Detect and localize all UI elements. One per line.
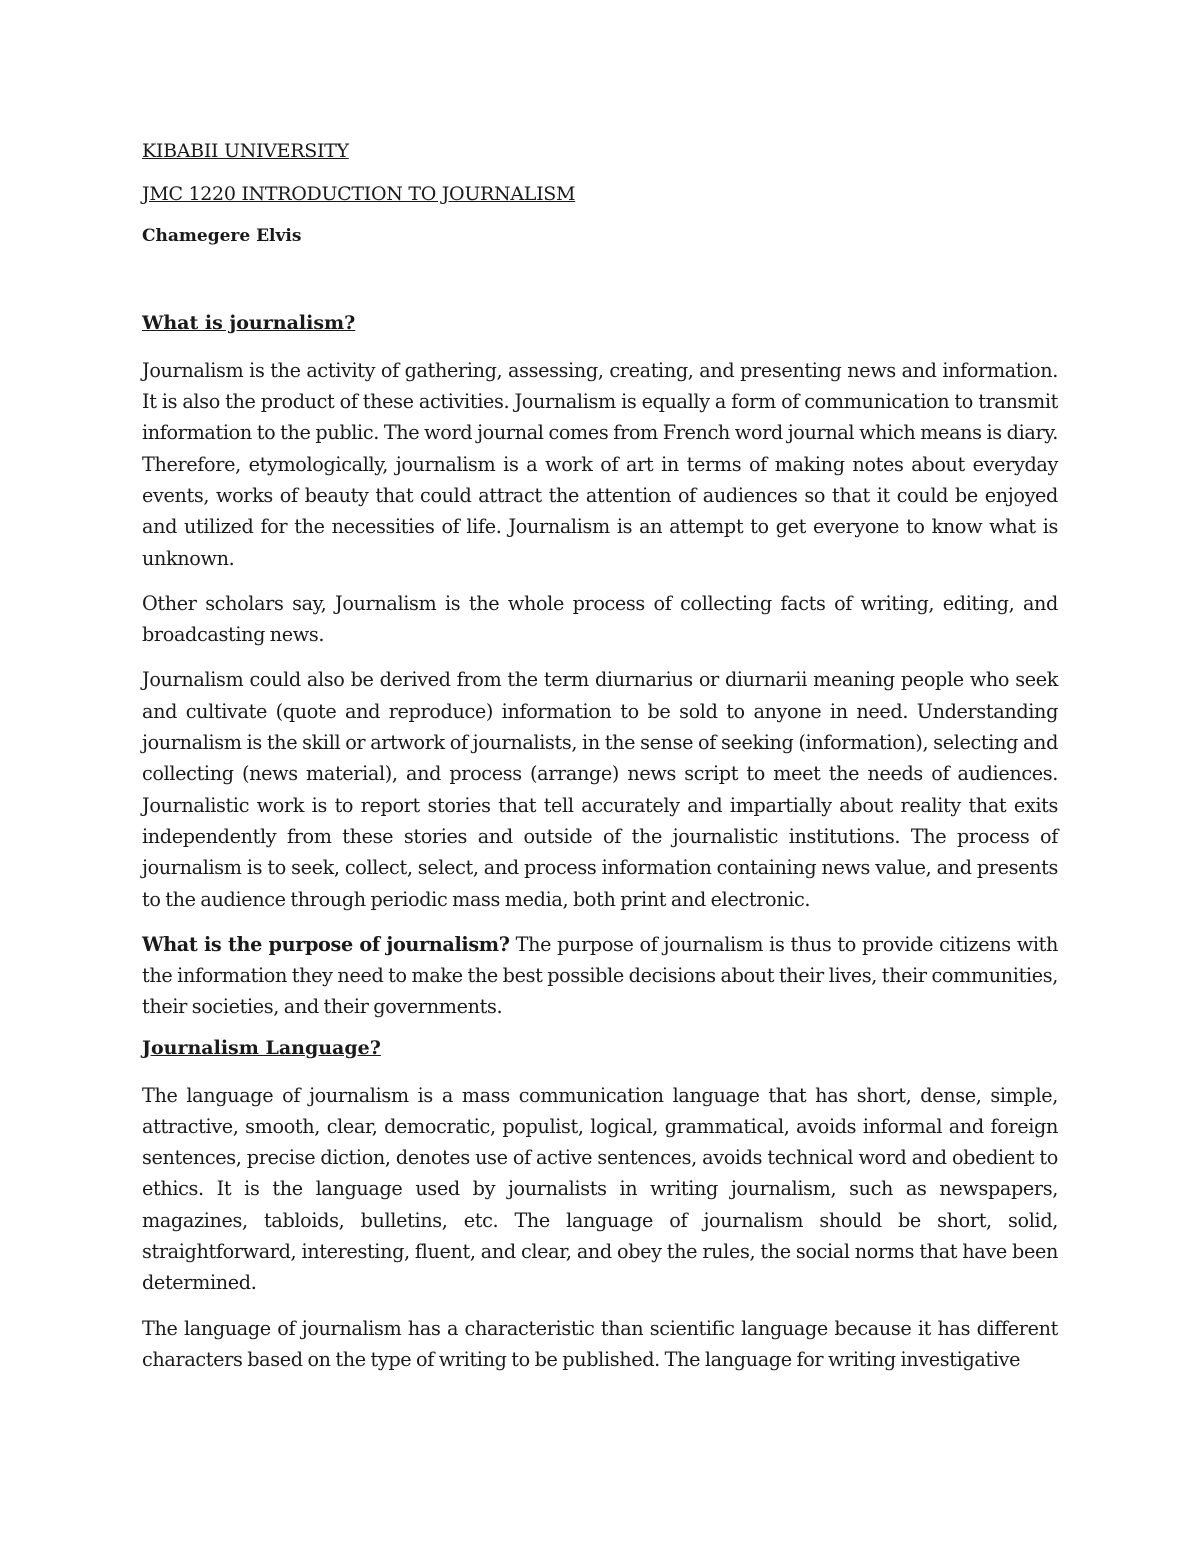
paragraph: The language of journalism is a mass communication language that has short, dense, simple, attractive, smooth, clear, democratic, populist, logical, grammatical, avoids informal and foreign sentences, precise diction, denotes use of active sentences, avoids technical word and obedient to ethics. It is the language used by journalists in writing journalism, such as newspapers, magazines, tabloids, bulletins, etc. The language of journalism should be short, solid, straightforward, interesting, fluent, and clear, and obey the rules, the social norms that have been determined.: [142, 1083, 1058, 1295]
course-title: JMC 1220 INTRODUCTION TO JOURNALISM: [142, 182, 576, 205]
purpose-text: The purpose of journalism is thus to provide citizens with the information they need to make the best possible decisions about their lives, their communities, their societies, and their governments.: [142, 932, 1058, 1019]
paragraph: Journalism is the activity of gathering, assessing, creating, and presenting news and information. It is also the product of these activities. Journalism is equally a form of communication to transmit information to the public. The word journal comes from French word journal which means is diary. Therefore, etymologically, journalism is a work of art in terms of making notes about everyday events, works of beauty that could attract the attention of audiences so that it could be enjoyed and utilized for the necessities of life. Journalism is an attempt to get everyone to know what is unknown.: [142, 358, 1058, 570]
section-heading-what-is-journalism: What is journalism?: [142, 311, 356, 334]
author-name: Chamegere Elvis: [142, 225, 302, 246]
paragraph: Journalism could also be derived from the term diurnarius or diurnarii meaning people who seek and cultivate (quote and reproduce) information to be sold to anyone in need. Understanding journalism is the skill or artwork of journalists, in the sense of seeking (information), selecting and collecting (news material), and process (arrange) news script to meet the needs of audiences. Journalistic work is to report stories that tell accurately and impartially about reality that exits independently from these stories and outside of the journalistic institutions. The process of journalism is to seek, collect, select, and process information containing news value, and presents to the audience through periodic mass media, both print and electronic.: [142, 668, 1058, 911]
purpose-lead: What is the purpose of journalism?: [142, 932, 510, 956]
paragraph: Other scholars say, Journalism is the whole process of collecting facts of writing, editing, and broadcasting news.: [142, 591, 1058, 647]
section-heading-journalism-language: Journalism Language?: [142, 1036, 381, 1059]
paragraph: The language of journalism has a characteristic than scientific language because it has different characters based on the type of writing to be published. The language for writing investigative: [142, 1316, 1058, 1371]
university-title: KIBABII UNIVERSITY: [142, 140, 349, 162]
document-page: [142, 140, 1058, 1389]
purpose-paragraph: [142, 929, 1058, 1023]
